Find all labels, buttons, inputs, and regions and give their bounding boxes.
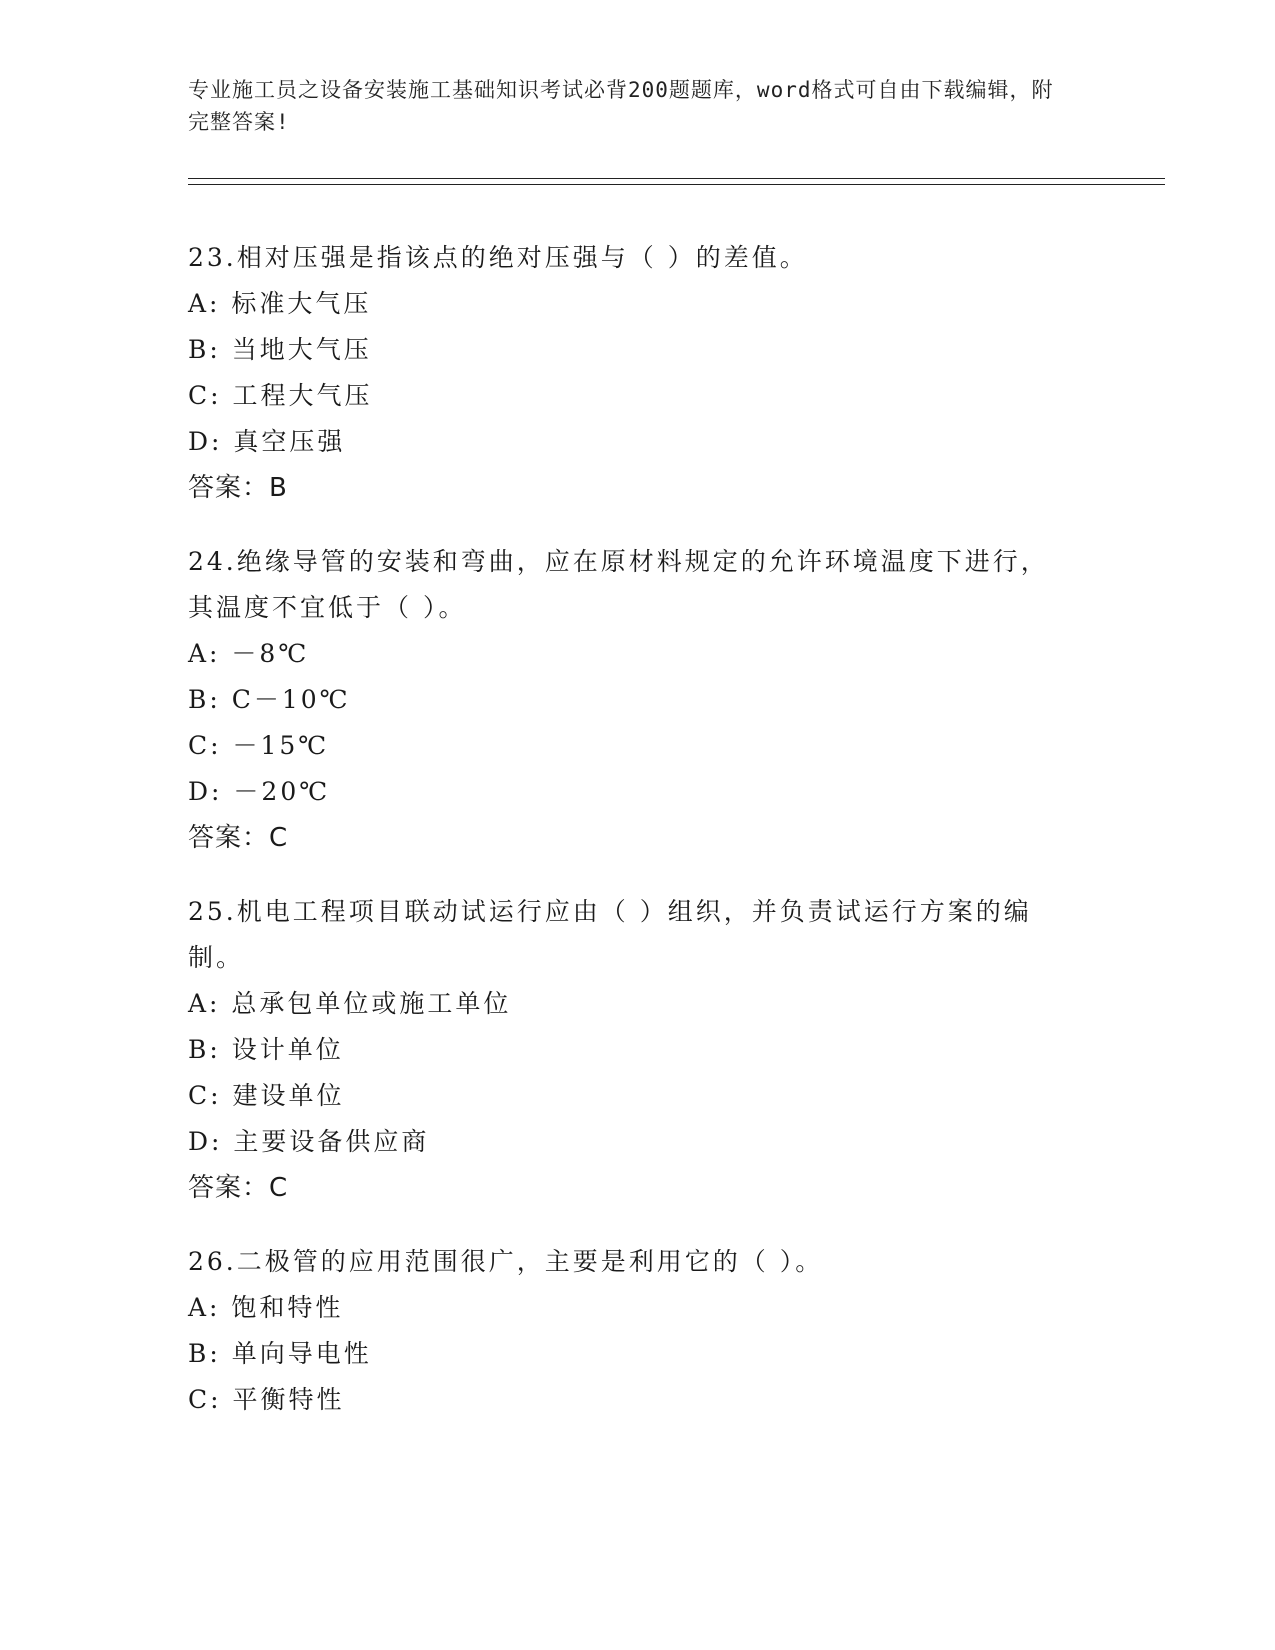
option-a: A: －8℃ xyxy=(188,639,310,668)
question-24 xyxy=(188,539,1088,861)
header-divider-bottom xyxy=(188,184,1165,185)
option-a: A: 饱和特性 xyxy=(188,1293,344,1322)
question-23 xyxy=(188,235,1088,511)
option-b: B: 单向导电性 xyxy=(188,1339,372,1368)
option-b: B: 设计单位 xyxy=(188,1035,344,1064)
option-b: B: C－10℃ xyxy=(188,685,351,714)
document-header: 专业施工员之设备安装施工基础知识考试必背200题题库，word格式可自由下载编辑，附完整答案! xyxy=(188,78,1054,134)
question-26 xyxy=(188,1239,1088,1423)
answer: 答案：B xyxy=(188,473,288,503)
option-b: B: 当地大气压 xyxy=(188,335,372,364)
option-c: C: －15℃ xyxy=(188,731,330,760)
question-list xyxy=(188,235,1088,1451)
question-text: 24.绝缘导管的安装和弯曲，应在原材料规定的允许环境温度下进行，其温度不宜低于（ ）。 xyxy=(188,547,1049,622)
question-text: 25.机电工程项目联动试运行应由（ ）组织，并负责试运行方案的编制。 xyxy=(188,897,1032,972)
header-divider-top xyxy=(188,178,1165,179)
option-d: D: 真空压强 xyxy=(188,427,346,456)
answer: 答案：C xyxy=(188,823,289,853)
option-d: D: －20℃ xyxy=(188,777,331,806)
option-c: C: 平衡特性 xyxy=(188,1385,345,1414)
question-text: 26.二极管的应用范围很广，主要是利用它的（ ）。 xyxy=(188,1247,824,1276)
option-d: D: 主要设备供应商 xyxy=(188,1127,430,1156)
option-c: C: 建设单位 xyxy=(188,1081,345,1110)
option-c: C: 工程大气压 xyxy=(188,381,373,410)
option-a: A: 总承包单位或施工单位 xyxy=(188,989,512,1018)
answer: 答案：C xyxy=(188,1173,289,1203)
option-a: A: 标准大气压 xyxy=(188,289,372,318)
question-25 xyxy=(188,889,1088,1211)
question-text: 23.相对压强是指该点的绝对压强与（ ）的差值。 xyxy=(188,243,808,272)
